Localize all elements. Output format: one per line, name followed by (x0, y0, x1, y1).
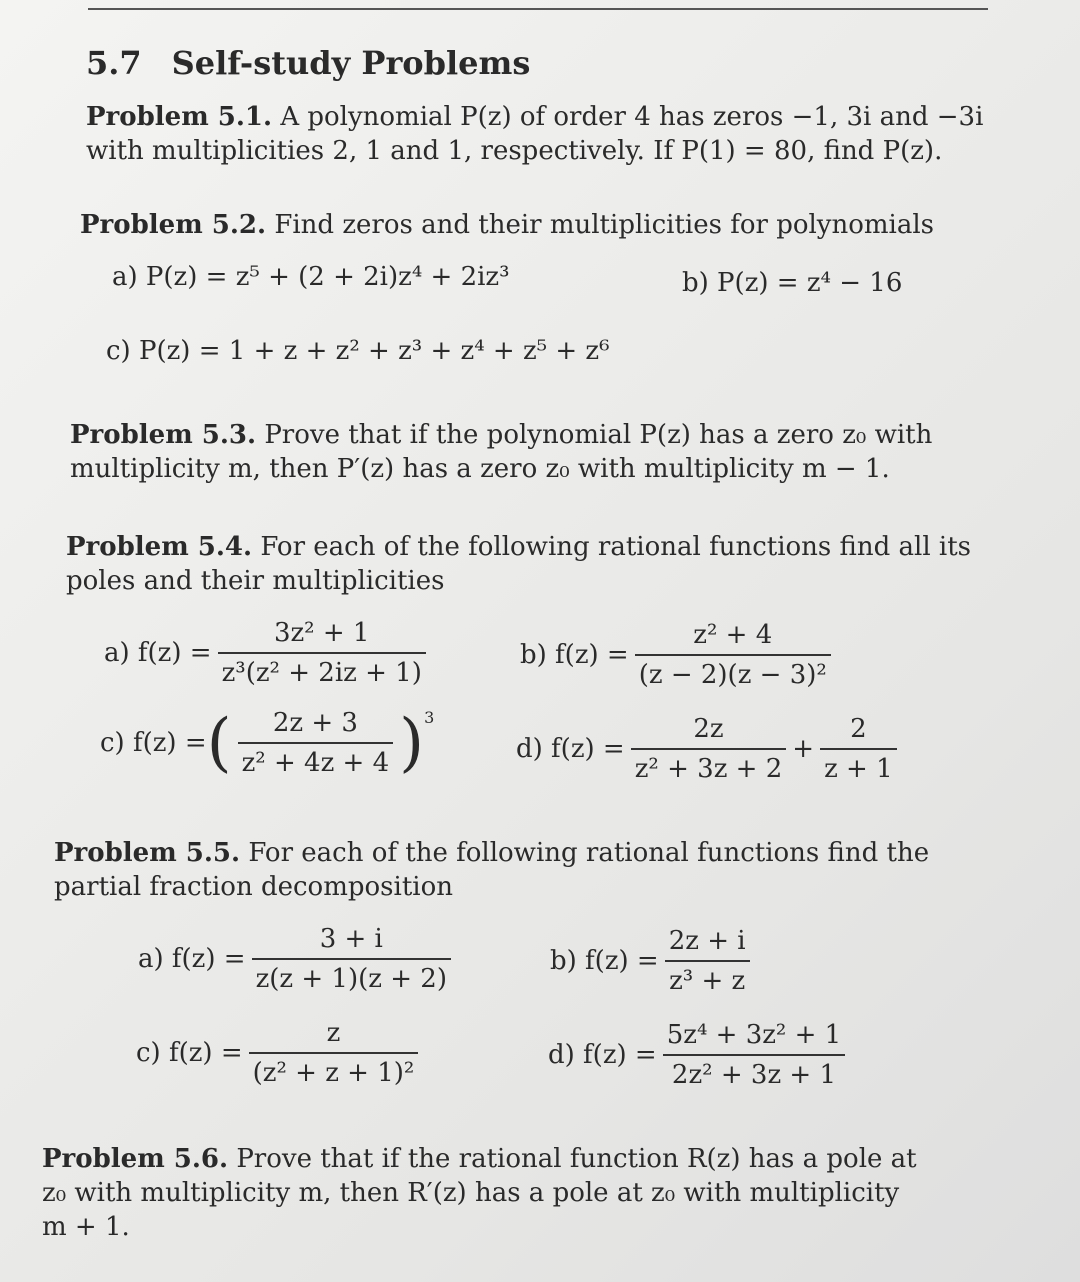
exponent: 3 (424, 708, 435, 727)
top-rule (88, 8, 988, 10)
fraction-bar (252, 958, 451, 960)
problem-label: Problem 5.5. (54, 838, 241, 868)
lhs: d) f(z) = (548, 1040, 657, 1070)
problem-label: Problem 5.6. (42, 1144, 229, 1174)
problem-text: z₀ with multiplicity m, then R′(z) has a pole at z₀ with multiplicity (42, 1178, 900, 1208)
problem-text: m + 1. (42, 1212, 130, 1242)
section-title: Self-study Problems (171, 44, 531, 82)
lhs: a) f(z) = (104, 638, 212, 668)
section-number: 5.7 (86, 44, 142, 82)
denominator: 2z² + 3z + 1 (671, 1060, 836, 1090)
problem-text: Find zeros and their multiplicities for polynomials (274, 210, 935, 240)
p5-item-a (138, 924, 457, 994)
problem-text: A polynomial P(z) of order 4 has zeros −1, 3i and −3i (280, 102, 984, 132)
problem-label: Problem 5.4. (66, 532, 253, 562)
numerator: 5z⁴ + 3z² + 1 (666, 1020, 842, 1050)
numerator: z (326, 1018, 341, 1048)
p4-item-d (516, 714, 903, 784)
problem-5-5 (54, 836, 929, 904)
problem-5-4 (66, 530, 971, 598)
fraction (665, 926, 750, 996)
numerator: 2z + i (668, 926, 746, 956)
fraction-bar (218, 652, 426, 654)
fraction-bar (663, 1054, 846, 1056)
lhs: c) f(z) = (136, 1038, 243, 1068)
problem-text: partial fraction decomposition (54, 872, 453, 902)
lhs: b) f(z) = (520, 640, 629, 670)
problem-5-1 (86, 100, 983, 168)
problem-label: Problem 5.1. (86, 102, 273, 132)
problem-text: with multiplicities 2, 1 and 1, respectively. If P(1) = 80, find P(z). (86, 136, 943, 166)
fraction-bar (249, 1052, 419, 1054)
lhs: c) f(z) = (100, 728, 207, 758)
problem-text: For each of the following rational functions find the (248, 838, 930, 868)
denominator: z² + 3z + 2 (634, 754, 783, 784)
p4-item-a (104, 618, 432, 688)
fraction (249, 1018, 419, 1088)
plus-sign: + (792, 734, 815, 764)
denominator: (z − 2)(z − 3)² (638, 660, 827, 690)
problem-5-6 (42, 1142, 917, 1244)
numerator: 2 (850, 714, 867, 744)
p2-item-a: a) P(z) = z⁵ + (2 + 2i)z⁴ + 2iz³ (112, 262, 510, 292)
lhs: b) f(z) = (550, 946, 659, 976)
numerator: 2z + 3 (272, 708, 358, 738)
lhs: a) f(z) = (138, 944, 246, 974)
fraction-bar (665, 960, 750, 962)
fraction (663, 1020, 846, 1090)
problem-5-3 (70, 418, 932, 486)
p5-item-d (548, 1020, 851, 1090)
denominator: z² + 4z + 4 (241, 748, 390, 778)
fraction (635, 620, 831, 690)
left-paren: ( (206, 706, 232, 780)
section-heading (86, 44, 530, 82)
fraction-bar (631, 748, 787, 750)
fraction-bar (820, 748, 897, 750)
problem-text: Prove that if the polynomial P(z) has a zero z₀ with (264, 420, 933, 450)
fraction (631, 714, 787, 784)
numerator: 2z (693, 714, 724, 744)
denominator: (z² + z + 1)² (252, 1058, 415, 1088)
fraction (238, 708, 394, 778)
problem-text: For each of the following rational functions find all its (260, 532, 972, 562)
problem-text: poles and their multiplicities (66, 566, 445, 596)
fraction (820, 714, 897, 784)
fraction (218, 618, 426, 688)
p2-item-c: c) P(z) = 1 + z + z² + z³ + z⁴ + z⁵ + z⁶ (106, 336, 610, 366)
problem-label: Problem 5.3. (70, 420, 257, 450)
fraction-bar (635, 654, 831, 656)
p4-item-c (100, 708, 434, 778)
problem-5-2 (80, 208, 934, 242)
p4-item-b (520, 620, 837, 690)
denominator: z³(z² + 2iz + 1) (221, 658, 422, 688)
p2-item-b: b) P(z) = z⁴ − 16 (682, 268, 903, 298)
right-paren: ) (399, 706, 425, 780)
numerator: z² + 4 (693, 620, 773, 650)
denominator: z³ + z (669, 966, 746, 996)
fraction-bar (238, 742, 394, 744)
denominator: z + 1 (824, 754, 893, 784)
denominator: z(z + 1)(z + 2) (255, 964, 447, 994)
problem-label: Problem 5.2. (80, 210, 267, 240)
lhs: d) f(z) = (516, 734, 625, 764)
problem-text: multiplicity m, then P′(z) has a zero z₀ with multiplicity m − 1. (70, 454, 890, 484)
problem-text: Prove that if the rational function R(z) has a pole at (236, 1144, 917, 1174)
p5-item-c (136, 1018, 424, 1088)
numerator: 3 + i (319, 924, 383, 954)
p5-item-b (550, 926, 756, 996)
fraction (252, 924, 451, 994)
numerator: 3z² + 1 (273, 618, 370, 648)
